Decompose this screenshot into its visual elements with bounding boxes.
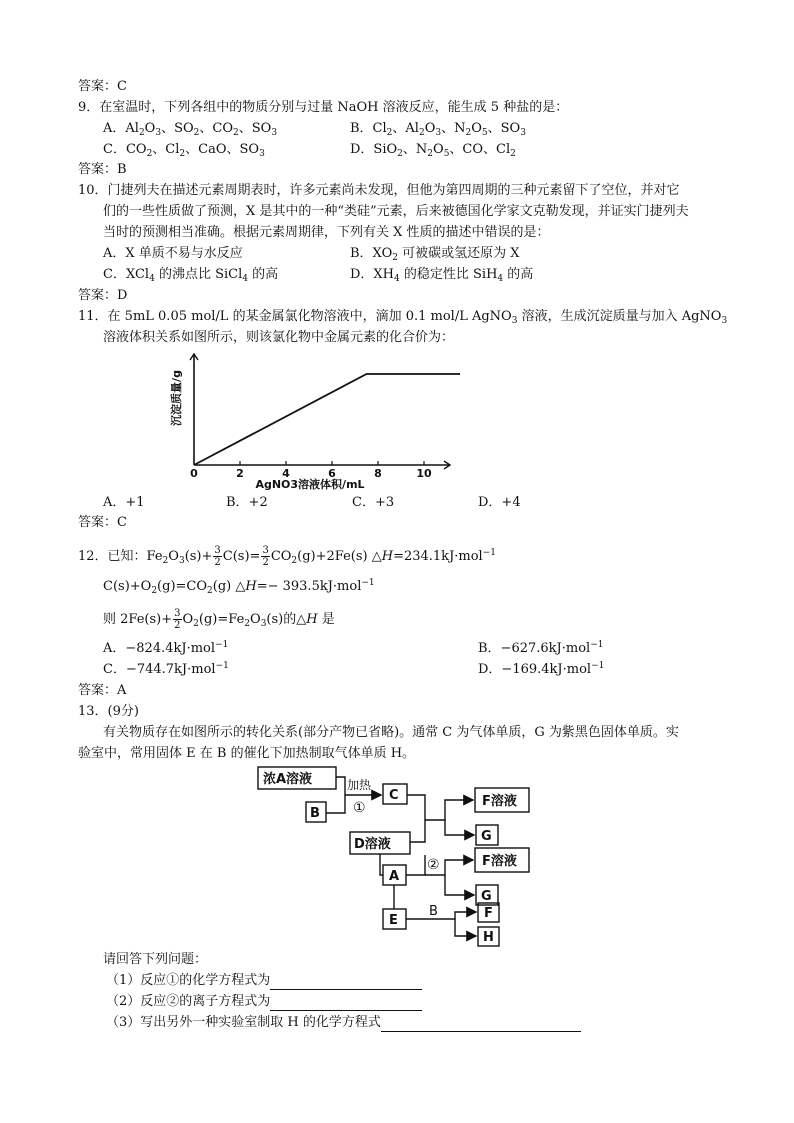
q13-prompt: 请回答下列问题： [103, 952, 208, 967]
label-reaction-1: ① [353, 800, 366, 816]
label-catalyst-b: B [429, 904, 438, 919]
q11-option-b: B．+2 [226, 495, 268, 510]
label-h: H [483, 930, 494, 945]
x-tick-label: 2 [236, 467, 244, 480]
precipitate-line [194, 374, 460, 465]
q13-sub-1: （1）反应①的化学方程式为 [106, 972, 422, 990]
label-g-1: G [481, 829, 492, 844]
q9-option-a: A．$Al_2O_3$、$SO_2$、$CO_2$、$SO_3$ [103, 121, 278, 138]
label-a: A [389, 869, 400, 884]
label-heat: 加热 [347, 778, 372, 792]
q13-line-1: 有关物质存在如图所示的转化关系(部分产物已省略)。通常 C 为气体单质，G 为紫黑色固体单质。实 [103, 725, 679, 740]
answer-10: 答案：D [78, 288, 128, 303]
answer-9: 答案：B [78, 162, 127, 177]
label-f-solution-2: F溶液 [482, 854, 517, 869]
q11-option-d: D．+4 [478, 495, 521, 510]
label-b: B [310, 806, 320, 821]
label-conc-a: 浓A溶液 [263, 772, 313, 787]
q10-line-3: 当时的预测相当准确。根据元素周期律，下列有关 X 性质的描述中错误的是： [103, 225, 550, 240]
x-axis-title: AgNO3溶液体积/mL [255, 478, 365, 490]
answer-12: 答案：A [78, 683, 127, 698]
x-tick-label: 8 [374, 467, 382, 480]
label-d-solution: D溶液 [354, 837, 391, 852]
q10-line-1: 10．门捷列夫在描述元素周期表时，许多元素尚未发现，但他为第四周期的三种元素留下了空位，并对它 [78, 183, 680, 198]
answer-blank-1[interactable] [270, 976, 422, 990]
q12-option-d: D．−169.4kJ·mol$^{-1}$ [478, 661, 605, 677]
q12-eq-3: 则 2Fe(s)+ $\frac{3}{2}$ $O_2(g)=Fe_2O_3(s)$的△H 是 [103, 608, 335, 631]
q10-option-c: C．XCl$_4$ 的沸点比 SiCl$_4$ 的高 [103, 267, 279, 284]
q9-option-d: D．SiO$_2$、$N_2O_5$、CO、$Cl_2$ [350, 142, 516, 159]
q11-line-1: 11．在 5mL 0.05 mol/L 的某金属氯化物溶液中，滴加 0.1 mol/L AgNO$_3$ 溶液，生成沉淀质量与加入 AgNO$_3$ [78, 309, 728, 326]
answer-8: 答案：C [78, 79, 127, 94]
label-g-2: G [481, 889, 492, 904]
label-f-solution-1: F溶液 [482, 794, 517, 809]
x-tick-label: 4 [282, 467, 290, 480]
q13-sub-3: （3）写出另外一种实验室制取 H 的化学方程式 [106, 1014, 581, 1032]
label-e: E [389, 913, 398, 928]
q10-option-a: A．X 单质不易与水反应 [103, 246, 243, 261]
q11-line-2: 溶液体积关系如图所示，则该氯化物中金属元素的化合价为： [103, 330, 455, 345]
x-tick-label: 6 [328, 467, 336, 480]
q9-option-b: B．$Cl_2$、$Al_2O_3$、$N_2O_5$、$SO_3$ [350, 121, 526, 138]
q11-option-c: C．+3 [352, 495, 395, 510]
answer-blank-2[interactable] [270, 997, 422, 1011]
q10-line-2: 们的一些性质做了预测，X 是其中的一种“类硅”元素，后来被德国化学家文克勒发现，并证实门捷列夫 [103, 204, 689, 219]
q13-sub-2: （2）反应②的离子方程式为 [106, 993, 422, 1011]
q10-option-d: D．$XH_4$ 的稳定性比 SiH$_4$ 的高 [350, 267, 534, 284]
y-axis-title: 沉淀质量/g [170, 370, 183, 426]
q12-option-a: A．−824.4kJ·mol$^{-1}$ [103, 640, 229, 656]
q12-option-c: C．−744.7kJ·mol$^{-1}$ [103, 661, 229, 677]
q13-head: 13．(9分) [78, 704, 139, 719]
q9-option-c: C．$CO_2$、$Cl_2$、CaO、$SO_3$ [103, 142, 265, 159]
q9-stem: 9．在室温时，下列各组中的物质分别与过量 NaOH 溶液反应，能生成 5 种盐的是： [78, 100, 569, 115]
q10-option-b: B．$XO_2$ 可被碳或氢还原为 X [350, 246, 520, 263]
x-tick-label: 10 [416, 467, 432, 480]
label-f: F [484, 906, 493, 921]
label-c: C [389, 788, 399, 803]
label-reaction-2: ② [427, 857, 440, 873]
q11-option-a: A．+1 [103, 495, 145, 510]
answer-11: 答案：C [78, 515, 127, 530]
q12-eq-1: 12．已知：$Fe_2O_3(s)+$ $\frac{3}{2}$ C(s)= $\frac{3}{2}$ $CO_2(g)+2Fe(s)$ △H=234.1kJ·mol$^{-1}$ [78, 545, 497, 568]
reaction-flow-diagram [255, 765, 545, 950]
precipitate-chart [160, 350, 460, 490]
q13-line-2: 验室中，常用固体 E 在 B 的催化下加热制取气体单质 H。 [78, 746, 416, 761]
q12-option-b: B．−627.6kJ·mol$^{-1}$ [478, 640, 604, 656]
x-tick-label: 0 [190, 467, 198, 480]
q12-eq-2: $C(s)+O_2(g)=CO_2(g)$ △H=− 393.5kJ·mol$^{-1}$ [103, 578, 375, 596]
answer-blank-3[interactable] [381, 1018, 581, 1032]
